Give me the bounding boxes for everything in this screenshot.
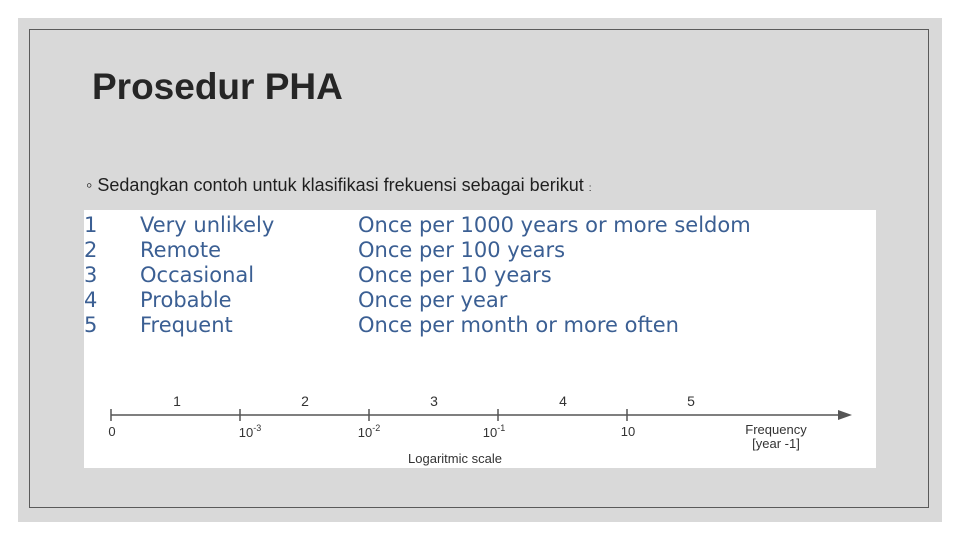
row-frequency: Once per year <box>358 288 508 312</box>
row-frequency: Once per 100 years <box>358 238 566 262</box>
tick-label: $10^{-3}$ <box>238 423 262 440</box>
logarithmic-scale-axis <box>84 210 876 468</box>
class-label: 2 <box>301 393 309 409</box>
tick-label: 10 <box>620 424 636 439</box>
class-label: 5 <box>687 393 695 409</box>
bullet-item <box>86 175 592 196</box>
axis-arrow-icon <box>838 410 852 420</box>
class-label: 4 <box>559 393 567 409</box>
class-label: 1 <box>173 393 181 409</box>
bullet-suffix: : <box>588 183 592 194</box>
row-label: Probable <box>140 288 232 312</box>
row-number: 4 <box>84 288 98 312</box>
tick-label: 0 <box>108 424 116 439</box>
page-title: Prosedur PHA <box>92 66 343 107</box>
scale-caption: Logaritmic scale <box>408 451 502 466</box>
row-frequency: Once per 1000 years or more seldom <box>358 213 751 237</box>
row-frequency: Once per month or more often <box>358 313 679 337</box>
bullet-marker-icon: ◦ <box>86 175 93 195</box>
row-number: 3 <box>84 263 98 287</box>
row-label: Occasional <box>140 263 255 287</box>
row-label: Very unlikely <box>140 213 275 237</box>
row-number: 1 <box>84 213 98 237</box>
tick-label: $10^{-1}$ <box>482 423 506 440</box>
bullet-text: Sedangkan contoh untuk klasifikasi frekuensi sebagai berikut <box>97 175 584 195</box>
row-number: 5 <box>84 313 98 337</box>
row-label: Frequent <box>140 313 233 337</box>
row-number: 2 <box>84 238 98 262</box>
axis-label-line1: Frequency <box>745 422 807 437</box>
frequency-classification-figure <box>84 210 876 468</box>
row-label: Remote <box>140 238 222 262</box>
axis-label-line2: [year -1] <box>752 436 800 451</box>
row-frequency: Once per 10 years <box>358 263 552 287</box>
tick-label: $10^{-2}$ <box>357 423 381 440</box>
class-label: 3 <box>430 393 438 409</box>
